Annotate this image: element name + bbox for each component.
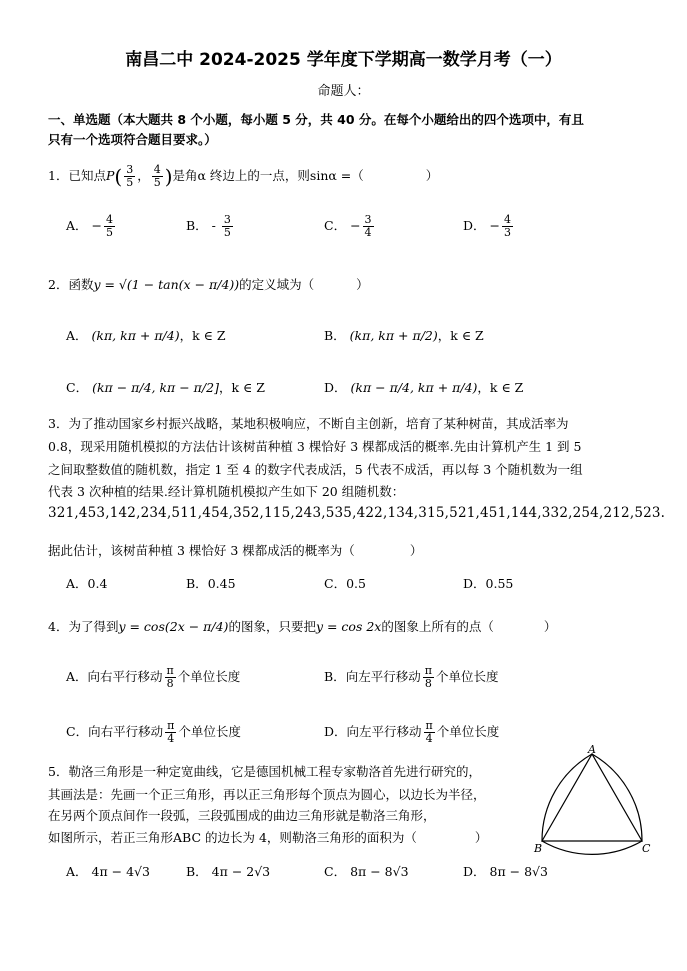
q4-option-b[interactable]: B．向左平行移动 $\frac{\pi}{8}$ 个单位长度 (324, 664, 499, 690)
q5-option-c[interactable]: C． 8π − 8√3 (324, 864, 409, 879)
q2-prefix: 2．函数 (48, 277, 94, 292)
q1-option-c[interactable]: C． − $\frac{3}{4}$ (324, 213, 372, 239)
q3-option-d[interactable]: D．0.55 (463, 576, 514, 591)
vertex-label-b: B (534, 842, 543, 855)
q3-line1: 3．为了推动国家乡村振兴战略，某地积极响应，不断自主创新，培育了某种树苗，其成活率为 (48, 416, 569, 431)
q3-ask: 据此估计，该树苗种植 3 棵恰好 3 棵都成活的概率为（ ） (48, 543, 423, 558)
q2-option-d[interactable]: D． (kπ − π/4, kπ + π/4)，k ∈ Z (324, 380, 524, 395)
q1-mid: 是角α 终边上的一点，则sinα =（ (172, 168, 364, 183)
q1-option-a[interactable]: A． − $\frac{4}{5}$ (66, 213, 113, 239)
vertex-label-a: A (588, 744, 596, 756)
q2-function: y = √(1 − tan(x − π/4)) (93, 277, 240, 292)
q3-option-a[interactable]: A．0.4 (66, 576, 108, 591)
q1-point-name: P (105, 168, 115, 183)
reuleaux-triangle-figure (530, 744, 660, 856)
q1-option-b[interactable]: B． - $\frac{3}{5}$ (186, 213, 231, 239)
q1-close: ） (425, 168, 439, 183)
q4-option-d[interactable]: D．向左平行移动 $\frac{\pi}{4}$ 个单位长度 (324, 719, 500, 745)
q2-option-b[interactable]: B． (kπ, kπ + π/2)，k ∈ Z (324, 328, 484, 343)
q5-line3: 在另两个顶点间作一段弧，三段弧围成的曲边三角形就是勒洛三角形， (48, 808, 436, 823)
q3-random-numbers: 321,453,142,234,511,454,352,115,243,535,422,134,315,521,451,144,332,254,212,523. (48, 505, 666, 521)
q2-option-a[interactable]: A． (kπ, kπ + π/4)，k ∈ Z (66, 328, 226, 343)
q4-source-func: y = cos 2x (315, 619, 382, 634)
section-heading-line2: 只有一个选项符合题目要求。） (48, 132, 217, 147)
q2-stem: 2．函数y = √(1 − tan(x − π/4))的定义域为（ ） (48, 277, 369, 292)
vertex-label-c: C (642, 842, 651, 855)
q3-line3: 之间取整数值的随机数，指定 1 至 4 的数字代表成活，5 代表不成活，再以每 3 个随机数为一组 (48, 462, 583, 477)
q2-suffix: 的定义域为（ (239, 277, 315, 292)
q3-option-b[interactable]: B．0.45 (186, 576, 236, 591)
q3-line2: 0.8，现采用随机模拟的方法估计该树苗种植 3 棵恰好 3 棵都成活的概率.先由计算机产生 1 到 5 (48, 439, 582, 454)
q5-option-b[interactable]: B． 4π − 2√3 (186, 864, 271, 879)
reuleaux-arc-bc (542, 841, 642, 854)
equilateral-triangle-abc (542, 754, 642, 841)
q1-x-frac: $\frac{3}{5}$ (126, 163, 134, 189)
q4-stem: 4．为了得到y = cos(2x − π/4)的图象，只要把y = cos 2x的图象上所有的点（ ） (48, 619, 557, 634)
q1-prefix: 1．已知点 (48, 168, 106, 183)
q5-line2: 其画法是：先画一个正三角形，再以正三角形每个顶点为圆心，以边长为半径， (48, 787, 486, 802)
q3-option-c[interactable]: C．0.5 (324, 576, 366, 591)
q1-option-d[interactable]: D． − $\frac{4}{3}$ (463, 213, 511, 239)
section-heading-line1: 一、单选题（本大题共 8 个小题，每小题 5 分，共 40 分。在每个小题给出的四个选项中，有且 (48, 112, 584, 127)
page-title: 南昌二中 2024-2025 学年度下学期高一数学月考（一） (125, 50, 562, 70)
q2-option-c[interactable]: C． (kπ − π/4, kπ − π/2]，k ∈ Z (66, 380, 265, 395)
q4-option-a[interactable]: A．向右平行移动 $\frac{\pi}{8}$ 个单位长度 (66, 664, 241, 690)
q5-line1: 5．勒洛三角形是一种定宽曲线，它是德国机械工程专家勒洛首先进行研究的， (48, 764, 481, 779)
q3-line4: 代表 3 次种植的结果.经计算机随机模拟产生如下 20 组随机数： (48, 484, 405, 499)
q5-option-a[interactable]: A． 4π − 4√3 (66, 864, 150, 879)
q5-option-d[interactable]: D． 8π − 8√3 (463, 864, 548, 879)
q4-target-func: y = cos(2x − π/4) (118, 619, 229, 634)
q1-y-frac: $\frac{4}{5}$ (153, 163, 161, 189)
q5-line4: 如图所示，若正三角形ABC 的边长为 4，则勒洛三角形的面积为（ ） (48, 830, 488, 845)
author-line: 命题人： (317, 84, 370, 99)
q1-stem: 1．已知点P( $\frac{3}{5}$ ， $\frac{4}{5}$ )是角α 终边上的一点，则sinα =（ ） (48, 163, 439, 189)
q4-option-c[interactable]: C．向右平行移动 $\frac{\pi}{4}$ 个单位长度 (66, 719, 241, 745)
